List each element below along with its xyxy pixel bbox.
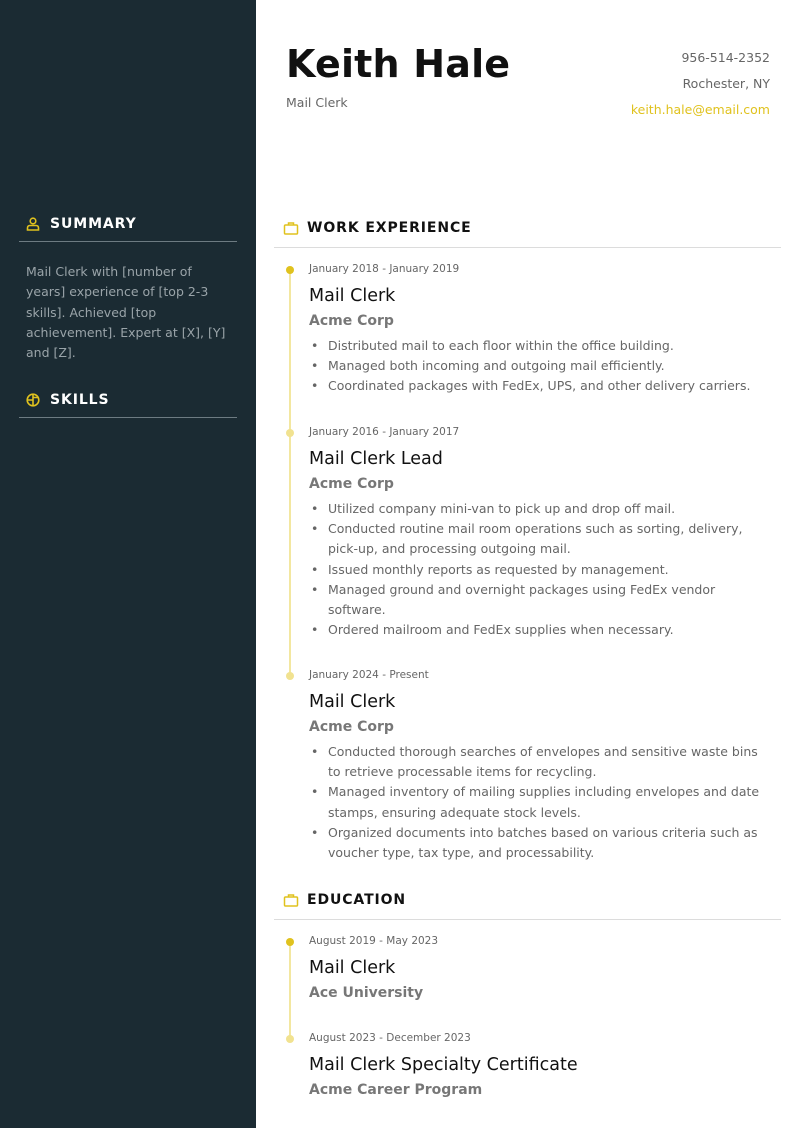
entry-bullets xyxy=(309,742,769,863)
bullet-item: • Ordered mailroom and FedEx supplies when necessary. xyxy=(309,620,769,640)
contact-email[interactable]: keith.hale@email.com xyxy=(630,102,770,117)
bullet-item: • Distributed mail to each floor within the office building. xyxy=(309,336,769,356)
sidebar xyxy=(0,0,256,1128)
bullet-item: • Conducted routine mail room operations such as sorting, delivery, pick-up, and processing outgoing mail. xyxy=(309,519,769,559)
education-section-header xyxy=(274,892,781,920)
bullet-item: • Coordinated packages with FedEx, UPS, and other delivery carriers. xyxy=(309,376,769,396)
bullet-item: • Issued monthly reports as requested by management. xyxy=(309,560,769,580)
entry-title: Mail Clerk xyxy=(309,286,396,306)
work-entry xyxy=(309,669,769,863)
bullet-item: • Conducted thorough searches of envelopes and sensitive waste bins to retrieve processable items for recycling. xyxy=(309,742,769,782)
work-timeline xyxy=(289,270,291,676)
briefcase-icon xyxy=(283,221,299,235)
person-icon xyxy=(26,217,40,231)
entry-title: Mail Clerk xyxy=(309,958,396,978)
education-entry xyxy=(309,935,769,1003)
bullet-item: • Organized documents into batches based on various criteria such as voucher type, tax type, and processability. xyxy=(309,823,769,863)
entry-org: Acme Career Program xyxy=(309,1082,483,1098)
entry-bullets xyxy=(309,336,769,397)
summary-title: SUMMARY xyxy=(50,215,137,232)
bullet-item: • Managed inventory of mailing supplies including envelopes and date stamps, ensuring adequate stock levels. xyxy=(309,782,769,822)
contact-location: Rochester, NY xyxy=(682,76,770,91)
briefcase-icon xyxy=(283,893,299,907)
education-timeline xyxy=(289,942,291,1038)
skills-section-header xyxy=(19,391,237,418)
candidate-role: Mail Clerk xyxy=(286,95,348,110)
entry-date: January 2018 - January 2019 xyxy=(309,263,460,275)
entry-org: Ace University xyxy=(309,985,424,1001)
education-entry xyxy=(309,1032,769,1100)
work-entry xyxy=(309,263,769,397)
candidate-name: Keith Hale xyxy=(286,42,511,86)
bullet-item: • Managed ground and overnight packages using FedEx vendor software. xyxy=(309,580,769,620)
bullet-item: • Utilized company mini-van to pick up and drop off mail. xyxy=(309,499,769,519)
entry-org: Acme Corp xyxy=(309,476,394,492)
timeline-dot xyxy=(286,429,294,437)
bullet-item: • Managed both incoming and outgoing mail efficiently. xyxy=(309,356,769,376)
skills-icon xyxy=(26,393,40,407)
work-section-header xyxy=(274,220,781,248)
summary-section-header xyxy=(19,215,237,242)
timeline-dot xyxy=(286,938,294,946)
entry-date: August 2023 - December 2023 xyxy=(309,1032,471,1044)
entry-date: August 2019 - May 2023 xyxy=(309,935,439,947)
entry-title: Mail Clerk xyxy=(309,692,396,712)
education-section-title: EDUCATION xyxy=(307,892,407,908)
work-section-title: WORK EXPERIENCE xyxy=(307,220,472,236)
entry-bullets xyxy=(309,499,769,640)
entry-title: Mail Clerk Lead xyxy=(309,449,443,469)
entry-date: January 2024 - Present xyxy=(309,669,429,681)
contact-phone: 956-514-2352 xyxy=(681,50,770,65)
entry-title: Mail Clerk Specialty Certificate xyxy=(309,1055,578,1075)
entry-org: Acme Corp xyxy=(309,719,394,735)
entry-org: Acme Corp xyxy=(309,313,394,329)
skills-title: SKILLS xyxy=(50,391,110,408)
timeline-dot xyxy=(286,1035,294,1043)
entry-date: January 2016 - January 2017 xyxy=(309,426,460,438)
timeline-dot xyxy=(286,672,294,680)
work-entry xyxy=(309,426,769,640)
timeline-dot xyxy=(286,266,294,274)
summary-text: Mail Clerk with [number of years] experience of [top 2-3 skills]. Achieved [top achievement]. Expert at [X], [Y] and [Z]. xyxy=(26,264,226,361)
